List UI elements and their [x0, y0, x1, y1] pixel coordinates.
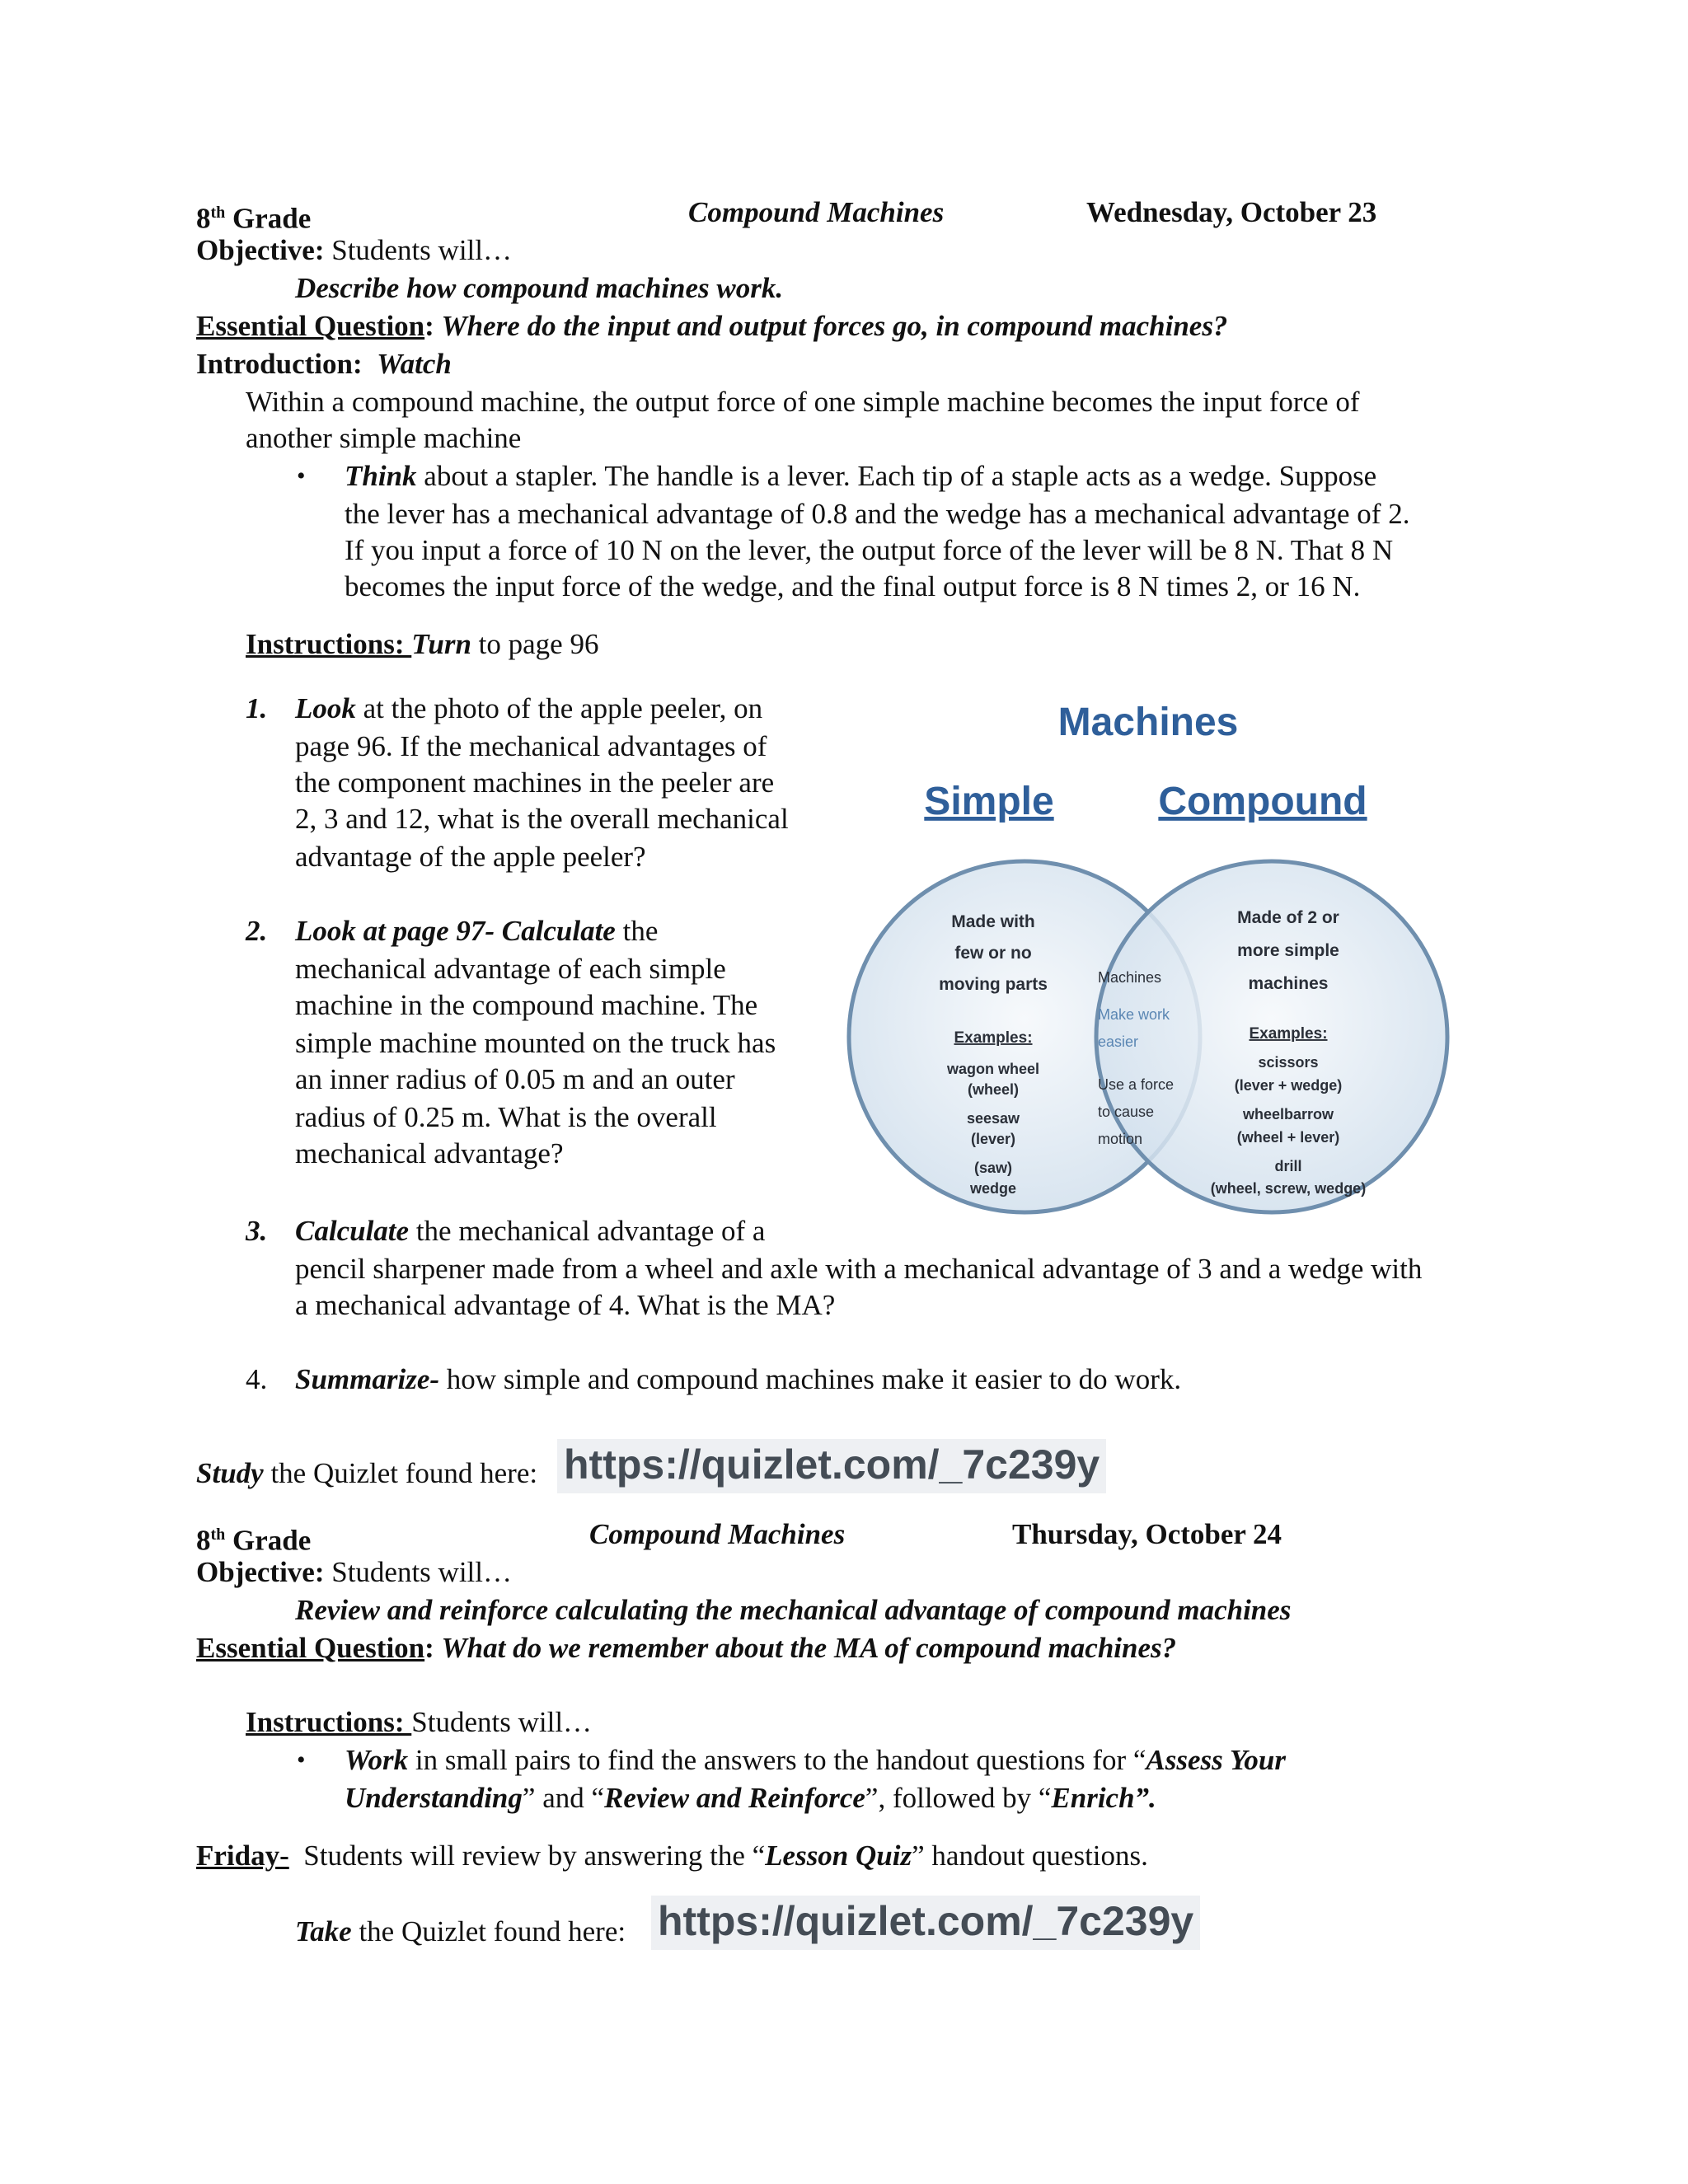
venn-left-example-2: (wheel) — [967, 1081, 1020, 1098]
wed-essential-question: Essential Question: Where do the input and output forces go, in compound machines? — [196, 310, 1228, 342]
venn-left-example-5: (saw) — [973, 1160, 1013, 1176]
intro-line-2: another simple machine — [246, 422, 522, 454]
venn-left-heading: Simple — [924, 780, 1054, 823]
thu-objective-goal: Review and reinforce calculating the mechanical advantage of compound machines — [295, 1594, 1292, 1626]
item-2-line-1: Look at page 97- Calculate the — [295, 915, 659, 947]
take-quizlet-link[interactable]: https://quizlet.com/_7c239y — [651, 1896, 1200, 1950]
venn-middle-line-2: Make work — [1098, 1006, 1170, 1023]
venn-left-example-1: wagon wheel — [946, 1061, 1040, 1077]
venn-left-example-6: wedge — [969, 1180, 1017, 1197]
thu-date: Thursday, October 24 — [1012, 1518, 1282, 1550]
item-1-line-3: the component machines in the peeler are — [295, 766, 775, 799]
study-quizlet-link[interactable]: https://quizlet.com/_7c239y — [557, 1439, 1106, 1493]
venn-left-line-1: Made with — [951, 912, 1035, 931]
venn-left-line-3: moving parts — [939, 975, 1048, 994]
item-1-line-4: 2, 3 and 12, what is the overall mechanical — [295, 803, 789, 835]
item-3-line-3: a mechanical advantage of 4. What is the MA? — [295, 1289, 836, 1321]
item-3-line-2: pencil sharpener made from a wheel and axle with a mechanical advantage of 3 and a wedge with — [295, 1253, 1423, 1285]
work-line-1: Work in small pairs to find the answers to the handout questions for “Assess Your — [345, 1744, 1286, 1776]
venn-right-example-3: wheelbarrow — [1242, 1106, 1334, 1122]
venn-right-examples-label: Examples: — [1249, 1025, 1328, 1043]
machines-venn-diagram — [832, 692, 1475, 1253]
venn-right-example-2: (lever + wedge) — [1234, 1077, 1343, 1094]
venn-right-example-5: drill — [1274, 1158, 1302, 1174]
wed-objective: Objective: Students will… — [196, 234, 513, 266]
item-2-line-2: mechanical advantage of each simple — [295, 953, 726, 985]
venn-title: Machines — [1057, 701, 1239, 744]
wed-instructions: Instructions: Turn to page 96 — [246, 628, 599, 660]
venn-right-line-3: machines — [1248, 974, 1329, 993]
venn-left-examples-label: Examples: — [954, 1029, 1033, 1047]
item-4-number: 4. — [246, 1363, 268, 1395]
thu-bullet-dot: • — [297, 1746, 306, 1774]
friday-line: Friday- Students will review by answering the “Lesson Quiz” handout questions. — [196, 1840, 1148, 1872]
item-1-number: 1. — [246, 692, 268, 724]
wed-grade: 8th Grade — [196, 202, 312, 235]
item-2-line-4: simple machine mounted on the truck has — [295, 1027, 776, 1059]
venn-left-line-2: few or no — [954, 944, 1032, 963]
venn-left-example-4: (lever) — [970, 1131, 1016, 1147]
venn-right-example-4: (wheel + lever) — [1236, 1129, 1340, 1146]
venn-middle-line-4: Use a force — [1098, 1076, 1175, 1093]
wed-topic: Compound Machines — [688, 196, 945, 228]
take-quizlet: Take the Quizlet found here: — [295, 1915, 626, 1947]
venn-right-line-2: more simple — [1237, 941, 1339, 960]
thu-essential-question: Essential Question: What do we remember about the MA of compound machines? — [196, 1632, 1177, 1664]
venn-right-example-1: scissors — [1258, 1054, 1319, 1071]
thu-grade: 8th Grade — [196, 1524, 312, 1557]
item-2-line-3: machine in the compound machine. The — [295, 989, 758, 1021]
item-1-line-2: page 96. If the mechanical advantages of — [295, 730, 767, 762]
think-line-2: the lever has a mechanical advantage of 0.8 and the wedge has a mechanical advantage of 2. — [345, 498, 1410, 530]
venn-middle-line-3: easier — [1098, 1033, 1139, 1050]
wed-objective-goal: Describe how compound machines work. — [295, 272, 784, 304]
item-2-line-6: radius of 0.25 m. What is the overall — [295, 1101, 717, 1133]
venn-right-example-6: (wheel, screw, wedge) — [1210, 1180, 1367, 1197]
venn-middle-line-6: motion — [1098, 1131, 1143, 1147]
thu-instructions: Instructions: Students will… — [246, 1706, 593, 1738]
think-line-1: Think about a stapler. The handle is a lever. Each tip of a staple acts as a wedge. Suppose — [345, 460, 1377, 492]
wed-date: Wednesday, October 23 — [1086, 196, 1377, 228]
item-1-line-1: Look at the photo of the apple peeler, on — [295, 692, 763, 724]
thu-topic: Compound Machines — [589, 1518, 846, 1550]
think-line-3: If you input a force of 10 N on the lever, the output force of the lever will be 8 N. That 8 N — [345, 534, 1394, 566]
intro-line-1: Within a compound machine, the output force of one simple machine becomes the input force of — [246, 386, 1360, 418]
bullet-dot: • — [297, 462, 306, 490]
item-3-number: 3. — [246, 1215, 268, 1247]
venn-middle-line-1: Machines — [1098, 969, 1162, 986]
wed-introduction: Introduction: Watch — [196, 348, 452, 380]
venn-right-heading: Compound — [1158, 780, 1367, 823]
item-2-line-5: an inner radius of 0.05 m and an outer — [295, 1063, 735, 1095]
venn-left-example-3: seesaw — [966, 1110, 1020, 1127]
item-1-line-5: advantage of the apple peeler? — [295, 841, 646, 873]
item-3-line-1: Calculate the mechanical advantage of a — [295, 1215, 766, 1247]
venn-right-line-1: Made of 2 or — [1237, 908, 1339, 927]
work-line-2: Understanding” and “Review and Reinforce”, followed by “Enrich”. — [345, 1782, 1156, 1814]
item-2-line-7: mechanical advantage? — [295, 1137, 564, 1169]
venn-middle-line-5: to cause — [1098, 1104, 1155, 1120]
item-4-line-1: Summarize- how simple and compound machines make it easier to do work. — [295, 1363, 1182, 1395]
study-quizlet: Study the Quizlet found here: — [196, 1457, 538, 1489]
think-line-4: becomes the input force of the wedge, and the final output force is 8 N times 2, or 16 N. — [345, 570, 1361, 602]
item-2-number: 2. — [246, 915, 268, 947]
thu-objective: Objective: Students will… — [196, 1556, 513, 1588]
